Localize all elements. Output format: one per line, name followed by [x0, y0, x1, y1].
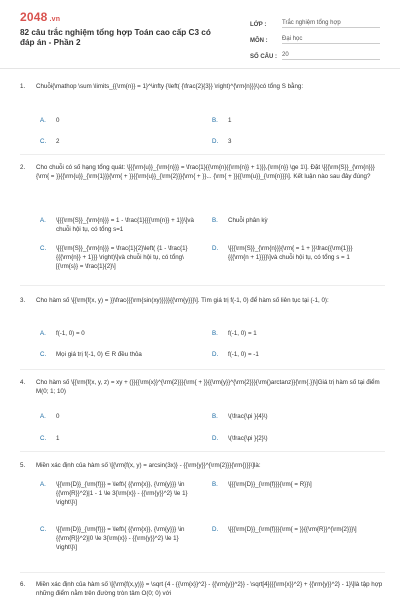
page-header [0, 0, 400, 68]
question-text: Cho chuỗi có số hạng tổng quát: \[{{\rm{u}}_{\rm{n}}} = \frac{1}{{\rm{n}({\rm{n}} + 1)}},{\rm{n}} \ge 1\]. Đặt \[{{\rm{S}}_{\rm{n}}}{\rm{ = }}{{\rm{u}}_{\rm{1}}}{\rm{ + }}{{\rm{u}}_{\rm{2}}}{\rm{ + }}... {\rm{ + }}{{\rm{u}}_{\rm{n}}}\]. Kết luận nào sau đây đúng? [36, 164, 375, 180]
question-6 [20, 580, 385, 598]
meta-row-socau [250, 44, 380, 60]
option-c[interactable]: C. 2 [40, 138, 60, 145]
meta-row-mon [250, 28, 380, 44]
question-separator [20, 285, 385, 286]
question-text: Chuỗi{\mathop \sum \limits_{{\rm{n}} = 1}^\infty {\left( {\frac{2}{3}} \right)^{\rm{n}}}\)có tổng S bằng: [36, 83, 304, 90]
lop-value: Trắc nghiệm tổng hợp [282, 20, 380, 28]
question-text: Cho hàm số \[{\rm{f(x, y, z) = xy + (}}{{\rm{x}}^{\rm{2}}}{\rm{ + }}{{\rm{y}}^{\rm{2}}}{\rm{)arctanz}}{\rm{.}}\]Giá trị hàm số tại điểm M(0; 1; 10) [36, 379, 380, 395]
meta-row-lop [250, 12, 380, 28]
option-a[interactable]: A. \[{\rm{D}}_{\rm{f}}} = \left\{ {{\rm{x}}, {\rm{y}}} \in {{\rm{R}}^2}|1 - 1 \le 3{\rm{x}} - {{\rm{y}}^2} \le 1} \right\}\] [40, 481, 188, 506]
socau-label: SỐ CÂU : [250, 54, 277, 60]
question-number: 4. [20, 379, 26, 386]
question-separator [20, 154, 385, 155]
mon-value: Đại học [282, 36, 380, 44]
quiz-meta [250, 12, 380, 60]
option-b[interactable]: B. \[{{\rm{D}}_{\rm{f}}}{\rm{ = R}}\] [212, 481, 312, 488]
question-number: 1. [20, 83, 26, 90]
option-d[interactable]: D. \[{{\rm{S}}_{\rm{n}}}{\rm{ = 1 + }}\frac{{\rm{1}}}{{{\rm{n + 1}}}}\]và chuỗi hội tụ, có tổng s = 1 [212, 245, 353, 261]
question-separator [20, 572, 385, 573]
question-text: Miền xác định của hàm số \[{\rm{f(x,y)}} = \sqrt {4 - {{\rm{x}}^2} - {{\rm{y}}^2}} - \sqrt[4]{{{\rm{x}}^2} + {{\rm{y}}^2} - 1}\]là tập hợp những điểm nằm trên đường tròn tâm O(0; 0) với [36, 581, 383, 597]
option-b[interactable]: B. f(-1, 0) = 1 [212, 330, 257, 337]
question-3 [20, 296, 385, 305]
option-d[interactable]: D. 3 [212, 138, 232, 145]
question-1 [20, 82, 385, 91]
question-number: 6. [20, 581, 26, 588]
question-separator [20, 369, 385, 370]
option-c[interactable]: C. 1 [40, 435, 60, 442]
option-c[interactable]: C. \[{\rm{D}}_{\rm{f}}} = \left\{ {{\rm{x}}, {\rm{y}}} \in {{\rm{R}}^2}|0 \le 3{\rm{x}} - {{\rm{y}}^2} \le 1} \right\}\] [40, 526, 185, 551]
header-divider [0, 68, 400, 69]
question-4 [20, 378, 385, 396]
question-number: 2. [20, 164, 26, 171]
mon-label: MÔN : [250, 38, 268, 44]
lop-label: LỚP : [250, 22, 267, 28]
option-c[interactable]: C. \[{{\rm{S}}_{\rm{n}}} = \frac{1}{2}\left( {1 - \frac{1}{{{\rm{n}} + 1}}} \right)\]và chuỗi hội tụ, có tổng\[{\rm{s}} = \frac{1}{2}\] [40, 245, 188, 270]
option-c[interactable]: C. Mọi giá trị f(-1, 0) ∈ R đều thỏa [40, 351, 142, 358]
question-text: Miền xác định của hàm số \[{\rm{f(x, y) = arcsin(3x)} - {{\rm{y}}^{\rm{2}}}{\rm{)}}\]là: [36, 462, 261, 469]
site-logo[interactable]: 2048 .vn [20, 10, 61, 24]
option-a[interactable]: A. f(-1, 0) = 0 [40, 330, 85, 337]
quiz-title: 82 câu trắc nghiệm tổng hợp Toán cao cấp C3 có đáp án - Phần 2 [20, 28, 211, 47]
option-a[interactable]: A. 0 [40, 117, 60, 124]
question-number: 5. [20, 462, 26, 469]
question-5 [20, 461, 385, 470]
option-b[interactable]: B. 1 [212, 117, 232, 124]
option-a[interactable]: A. \[{{\rm{S}}_{\rm{n}}} = 1 - \frac{1}{{{\rm{n}} + 1}}\]và chuỗi hội tụ, có tổng s=1 [40, 217, 194, 233]
question-text: Cho hàm số \[{\rm{f(x, y) = }}\frac{{{\rm{sin(xy)}}}}{{\rm{y}}}\]. Tìm giá trị f(-1, 0) để hàm số liên tục tại (-1, 0): [36, 297, 329, 304]
option-b[interactable]: B. Chuỗi phân kỳ [212, 217, 268, 224]
option-d[interactable]: D. \(\frac{\pi }{2}\) [212, 435, 268, 442]
question-number: 3. [20, 297, 26, 304]
option-d[interactable]: D. f(-1, 0) = -1 [212, 351, 259, 358]
question-separator [20, 451, 385, 452]
socau-value: 20 [282, 52, 380, 60]
option-b[interactable]: B. \(\frac{\pi }{4}\) [212, 413, 268, 420]
question-2 [20, 163, 385, 181]
option-d[interactable]: D. \[{{\rm{D}}_{\rm{f}}}{\rm{ = }}{{\rm{R}}^{\rm{2}}}\] [212, 526, 357, 533]
option-a[interactable]: A. 0 [40, 413, 60, 420]
